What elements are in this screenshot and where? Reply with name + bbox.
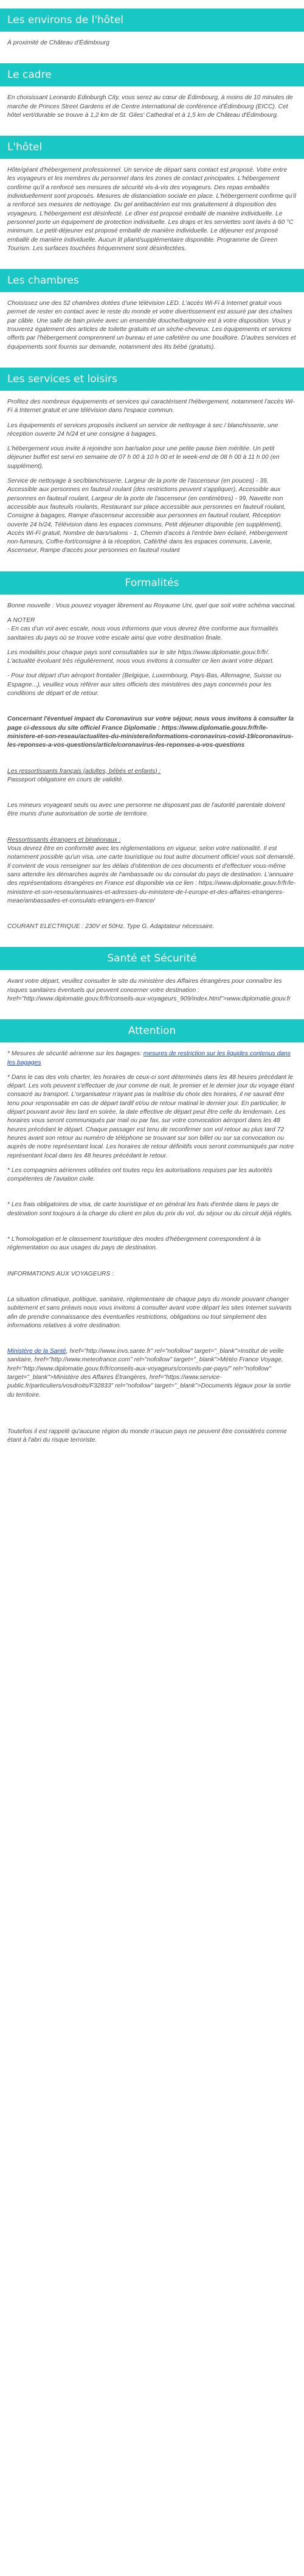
attention-sites [7,1347,297,1400]
loisirs-paragraph: Service de nettoyage à sec/blanchisserie, Largeur de la porte de l'ascenseur (en pouces) - 39, Accessible aux personnes en fauteuil roulant (des restrictions peuvent s'appliquer), Accessible aux personnes en fauteuil roulant, Largeur de la porte de l'ascenseur (en centimètres) - 99, Navette non accessible aux fauteuils roulants, Restaurant sur place accessible aux personnes en fauteuil roulant, Consigne à bagages, Rampe d'ascenseur accessible aux personnes en fauteuil roulant, Réception ouverte 24 h/24, Télévision dans les espaces communs, Petit déjeuner disponible (en supplément), Accès Wi-Fi gratuit, Nombre de bars/salons - 1, Chemin d'accès à l'entrée bien éclairé, Hébergement non-fumeurs, Coffre-fort/consigne à la réception, Café/thé dans les espaces communs, Laverie, Ascenseur, Rampe d'accès pour personnes en fauteuil roulant [7,478,288,554]
attention-frais: * Les frais obligatoires de visa, de carte touristique et en général les frais d'entrée dans le pays de destination sont toujours à la charge du client en plus du prix du vol, du séjour ou du circuit déjà réglés. [7,1201,293,1217]
formalites-covid: Concernant l'éventuel impact du Coronavirus sur votre séjour, nous vous invitons à consulter la page ci-dessous du site officiel France Diplomatie : https://www.diplomatie.gouv.fr/fr/le-ministere-et-son-reseau/actualites-du-ministere/informations-coronavirus-covid-19/coronavirus-les-reponses-a-vos-questions/article/coronavirus-les-reponses-a-vos-questions [7,716,294,749]
section-title-environs: Les environs de l'hôtel [0,9,304,32]
spacer [7,791,297,801]
section-title-loisirs: Les services et loisirs [0,368,304,391]
formalites-zone: - Pour tout départ d'un aéroport frontalier (Belgique, Luxembourg, Pays-Bas, Allemagne, Suisse ou Espagne...), veuillez vous référer aux sites officiels des ministères des pays concernés pour les conditions de départ et de retour. [7,672,282,697]
loisirs-paragraph: L'hébergement vous invite à rejoindre son bar/salon pour une petite pause bien méritée. Un petit déjeuner buffet est servi en semaine de 07 h 00 à 10 h 00 et le week-end de 08 h 00 à 11 h 00 (en supplément). [7,445,280,470]
cadre-text: En choisissant Leonardo Edinburgh City, vous serez au cœur de Édimbourg, à moins de 10 minutes de marche de Princes Street Gardens et de Centre international de conférence d'Édimbourg (EICC). Cet hôtel vert/durable se trouve à 1,2 km de St. Giles' Cathedral et à 1,5 km de Château d'Édimbourg. [7,94,293,119]
section-hotel [0,136,304,253]
section-environs [0,9,304,47]
loisirs-paragraph: Les équipements et services proposés incluent un service de nettoyage à sec / blanchisserie, une réception ouverte 24 h/24 et une consigne à bagages. [7,422,278,438]
section-attention [0,1019,304,1445]
ministere-sante-link[interactable]: Ministère de la Santé [7,1348,66,1355]
formalites-mineurs: Les mineurs voyageant seuls ou avec une personne ne disposant pas de l'autorité parentale doivent être munis d'une autorisation de sortie de territoire. [7,802,285,818]
spacer [7,704,297,715]
ressortissants-etr-label: Ressortissants étrangers et binationaux : [7,836,121,843]
formalites-intro: Bonne nouvelle : Vous pouvez voyager librement au Royaume Uni, quel que soit votre schéma vaccinal. [7,602,296,609]
loisirs-paragraph: Profitez des nombreux équipements et services qui caractérisent l'hébergement, notamment l'accès Wi-Fi à Internet gratuit et une télévision dans l'espace commun. [7,398,295,414]
attention-charter: * Dans le cas des vols charter, les horaires de ceux-ci sont déterminés dans les 48 heures précédant le départ. Les vols peuvent s'effectuer de jour comme de nuit, le premier et le dernier jour du voyage étant consacré au transport. L'organisateur n'ayant pas la maîtrise du choix des horaires, il ne saurait être tenu pour responsable en cas de départ tardif et/ou de retour matinal le dernier jour. En particulier, le départ pouvant avoir lieu tard en soirée, la date effective de départ peut être celle du lendemain. Les horaires vous seront communiqués par mail ou par fax, sur votre convocation aéroport dans les 48 heures précédant le départ. Chaque passager est tenu de reconfirmer son vol retour au plus tard 72 heures avant son retour au numéro de téléphone se trouvant sur son billet ou sur sa convocation ou auprès de notre représentant local. Les horaires de retour définitifs vous seront communiqués par notre représentant local dans les 48 heures précédant le retour. [7,1073,294,1159]
attention-bagages [7,1050,297,1067]
spacer [7,825,297,836]
section-body-attention [0,1050,304,1445]
spacer [7,756,297,767]
liquides-restriction-link[interactable]: mesures de restriction sur les liquides contenus dans les bagages [7,1050,291,1066]
spacer [7,1417,297,1428]
ressortissants-fr-text: Passeport obligatoire en cours de validité. [7,776,124,783]
section-title-sante: Santé et Sécurité [0,947,304,970]
attention-sites-text: , href="http://www.invs.sante.fr" rel="nofollow" target="_blank">Institut de veille sanitaire, href="http://www.meteofrance.com" rel="nofollow" target="_blank">Météo France Voyage, href="http://www.diplomatie.gouv.fr/fr/conseils-aux-voyageurs/conseils-par-pays/" rel="nofollow" target="_blank">Ministère des Affaires Étrangères, href="https://www.service-public.fr/particuliers/vosdroits/F32833" rel="nofollow" target="_blank">Documents légaux pour la sortie du territoire. [7,1348,291,1398]
section-body-hotel [0,166,304,253]
hotel-text: Hôte/géant d'hébergement professionnel. Un service de départ sans contact est proposé. Votre entre les voyageurs et les membres du personnel dans les zones de contact principales. L'hébergement confirme qu'il a renforcé ses mesures de sécurité vis-à-vis des voyageurs. Des repas emballés individuellement sont proposés. Mesures de distanciation sociale en place. L'hébergement confirme qu'il a renforcé ses mesures de nettoyage. Du gel antibactérien est mis gratuitement à disposition des voyageurs. L'hébergement est désinfecté. Le dîner est proposé emballé de manière individuelle. Le personnel porte un équipement de protection individuelle. Les draps et les serviettes sont lavés à 60 °C minimum. Le petit-déjeuner est proposé emballé de manière individuelle. Le déjeuner est proposé emballé de manière individuelle. Aucun lit pliant/supplémentaire disponible. Programme de Green Tourism. Les surfaces touchées fréquemment sont désinfectées. [7,167,296,252]
section-cadre [0,63,304,120]
attention-homologation: * L'homologation et le classement touristique des modes d'hébergement correspondent à la réglementation ou aux usages du pays de destination. [7,1236,261,1252]
section-body-environs [0,39,304,47]
ressortissants-fr-label: Les ressortissants français (adultes, bébés et enfants) : [7,767,161,775]
section-chambres [0,269,304,352]
formalites-courant: COURANT ELECTRIQUE : 230V et 50Hz. Type G. Adaptateur nécessaire. [7,923,215,930]
formalites-ressortissants-etr [7,836,297,906]
section-sante [0,947,304,1004]
formalites-note-text: - En cas d'un vol avec escale, nous vous informons que vous devrez être conforme aux formalités sanitaires du pays où se trouve votre escale ainsi que votre destination finale. [7,626,278,641]
formalites-modalites: Les modalités pour chaque pays sont consultables sur le site https://www.diplomatie.gouv.fr/fr/. L'actualité évoluant très régulièrement, nous vous invitons à consulter ce lien avant votre départ. [7,649,274,665]
spacer [7,1224,297,1235]
attention-compagnies: * Les compagnies aériennes utilisées ont toutes reçu les autorisations requises par les autorités compétentes de l'aviation civile. [7,1167,273,1183]
ressortissants-etr-text: Vous devrez être en conformité avec les réglementations en vigueur, selon votre nationalité. Il est notamment possible qu'un visa, une carte touristique ou tout autre document officiel vous soit demandé. Il convient de vous renseigner sur les délais d'obtention de ces documents et d'effectuer vous-même sans attendre les démarches auprès de l'ambassade ou du consulat du pays de destination. L'annuaire des représentations étrangères en France est disponible via ce lien : https://www.diplomatie.gouv.fr/fr/le-ministere-et-son-reseau/annuaires-et-adresses-du-ministere-de-l-europe-et-des-affaires-etrangeres-meae/ambassades-et-consulats-etrangers-en-france/ [7,845,296,904]
section-title-hotel: L'hôtel [0,136,304,159]
attention-informations-label: INFORMATIONS AUX VOYAGEURS : [7,1270,114,1277]
chambres-text: Choisissez une des 52 chambres dotées d'une télévision LED. L'accès Wi-Fi à Internet gratuit vous permet de rester en contact avec le reste du monde et votre divertissement est assuré par des chaînes par câble. Une salle de bain privée avec un ensemble douche/baignoire est à votre disposition. Vous y trouverez également des articles de toilette gratuits et un sèche-cheveux. Les équipements et services offerts par l'hébergement comprennent un bureau et une cafetière ou une bouilloire. D'autres services et équipements sont fournis sur demande, notamment des lits bébé (gratuits). [7,300,296,351]
sante-text: Avant votre départ, veuillez consulter le site du ministère des Affaires étrangères pour connaître les risques sanitaires éventuels qui peuvent concerner votre destination : href="http://www.diplomatie.gouv.fr/fr/conseils-aux-voyageurs_909/index.html">www.diplomatie.gouv.fr [7,978,291,1002]
spacer [7,1285,297,1296]
section-formalites [0,571,304,932]
attention-bagages-prefix: * Mesures de sécurité aérienne sur les bagages: [7,1050,143,1058]
section-title-formalites: Formalités [0,571,304,595]
spacer [7,1406,297,1417]
section-title-attention: Attention [0,1019,304,1042]
environs-text: À proximité de Château d'Édimbourg [7,40,109,46]
spacer [7,1259,297,1270]
section-loisirs [0,368,304,556]
section-body-sante [0,977,304,1004]
formalites-ressortissants-fr [7,767,297,785]
section-body-formalites [0,602,304,932]
spacer [7,1336,297,1347]
attention-situation: La situation climatique, politique, sanitaire, réglementaire de chaque pays du monde pouvant changer subitement et sans préavis nous vous invitons à consulter avant votre départ les sites Internet suivants afin de prendre connaissance des éventuelles restrictions, obligations ou tout simplement des informations relatives à votre destination. [7,1296,292,1329]
section-body-loisirs [0,398,304,556]
spacer [7,1190,297,1201]
section-body-cadre [0,94,304,120]
section-title-cadre: Le cadre [0,63,304,86]
spacer [7,912,297,923]
section-body-chambres [0,299,304,352]
section-title-chambres: Les chambres [0,269,304,292]
formalites-note [7,616,297,643]
formalites-note-label: A NOTER [7,616,35,624]
attention-terrorisme: Toutefois il est rappelé qu'aucune région du monde n'aucun pays ne peuvent être considérés comme étant à l'abri du risque terroriste. [7,1428,287,1444]
